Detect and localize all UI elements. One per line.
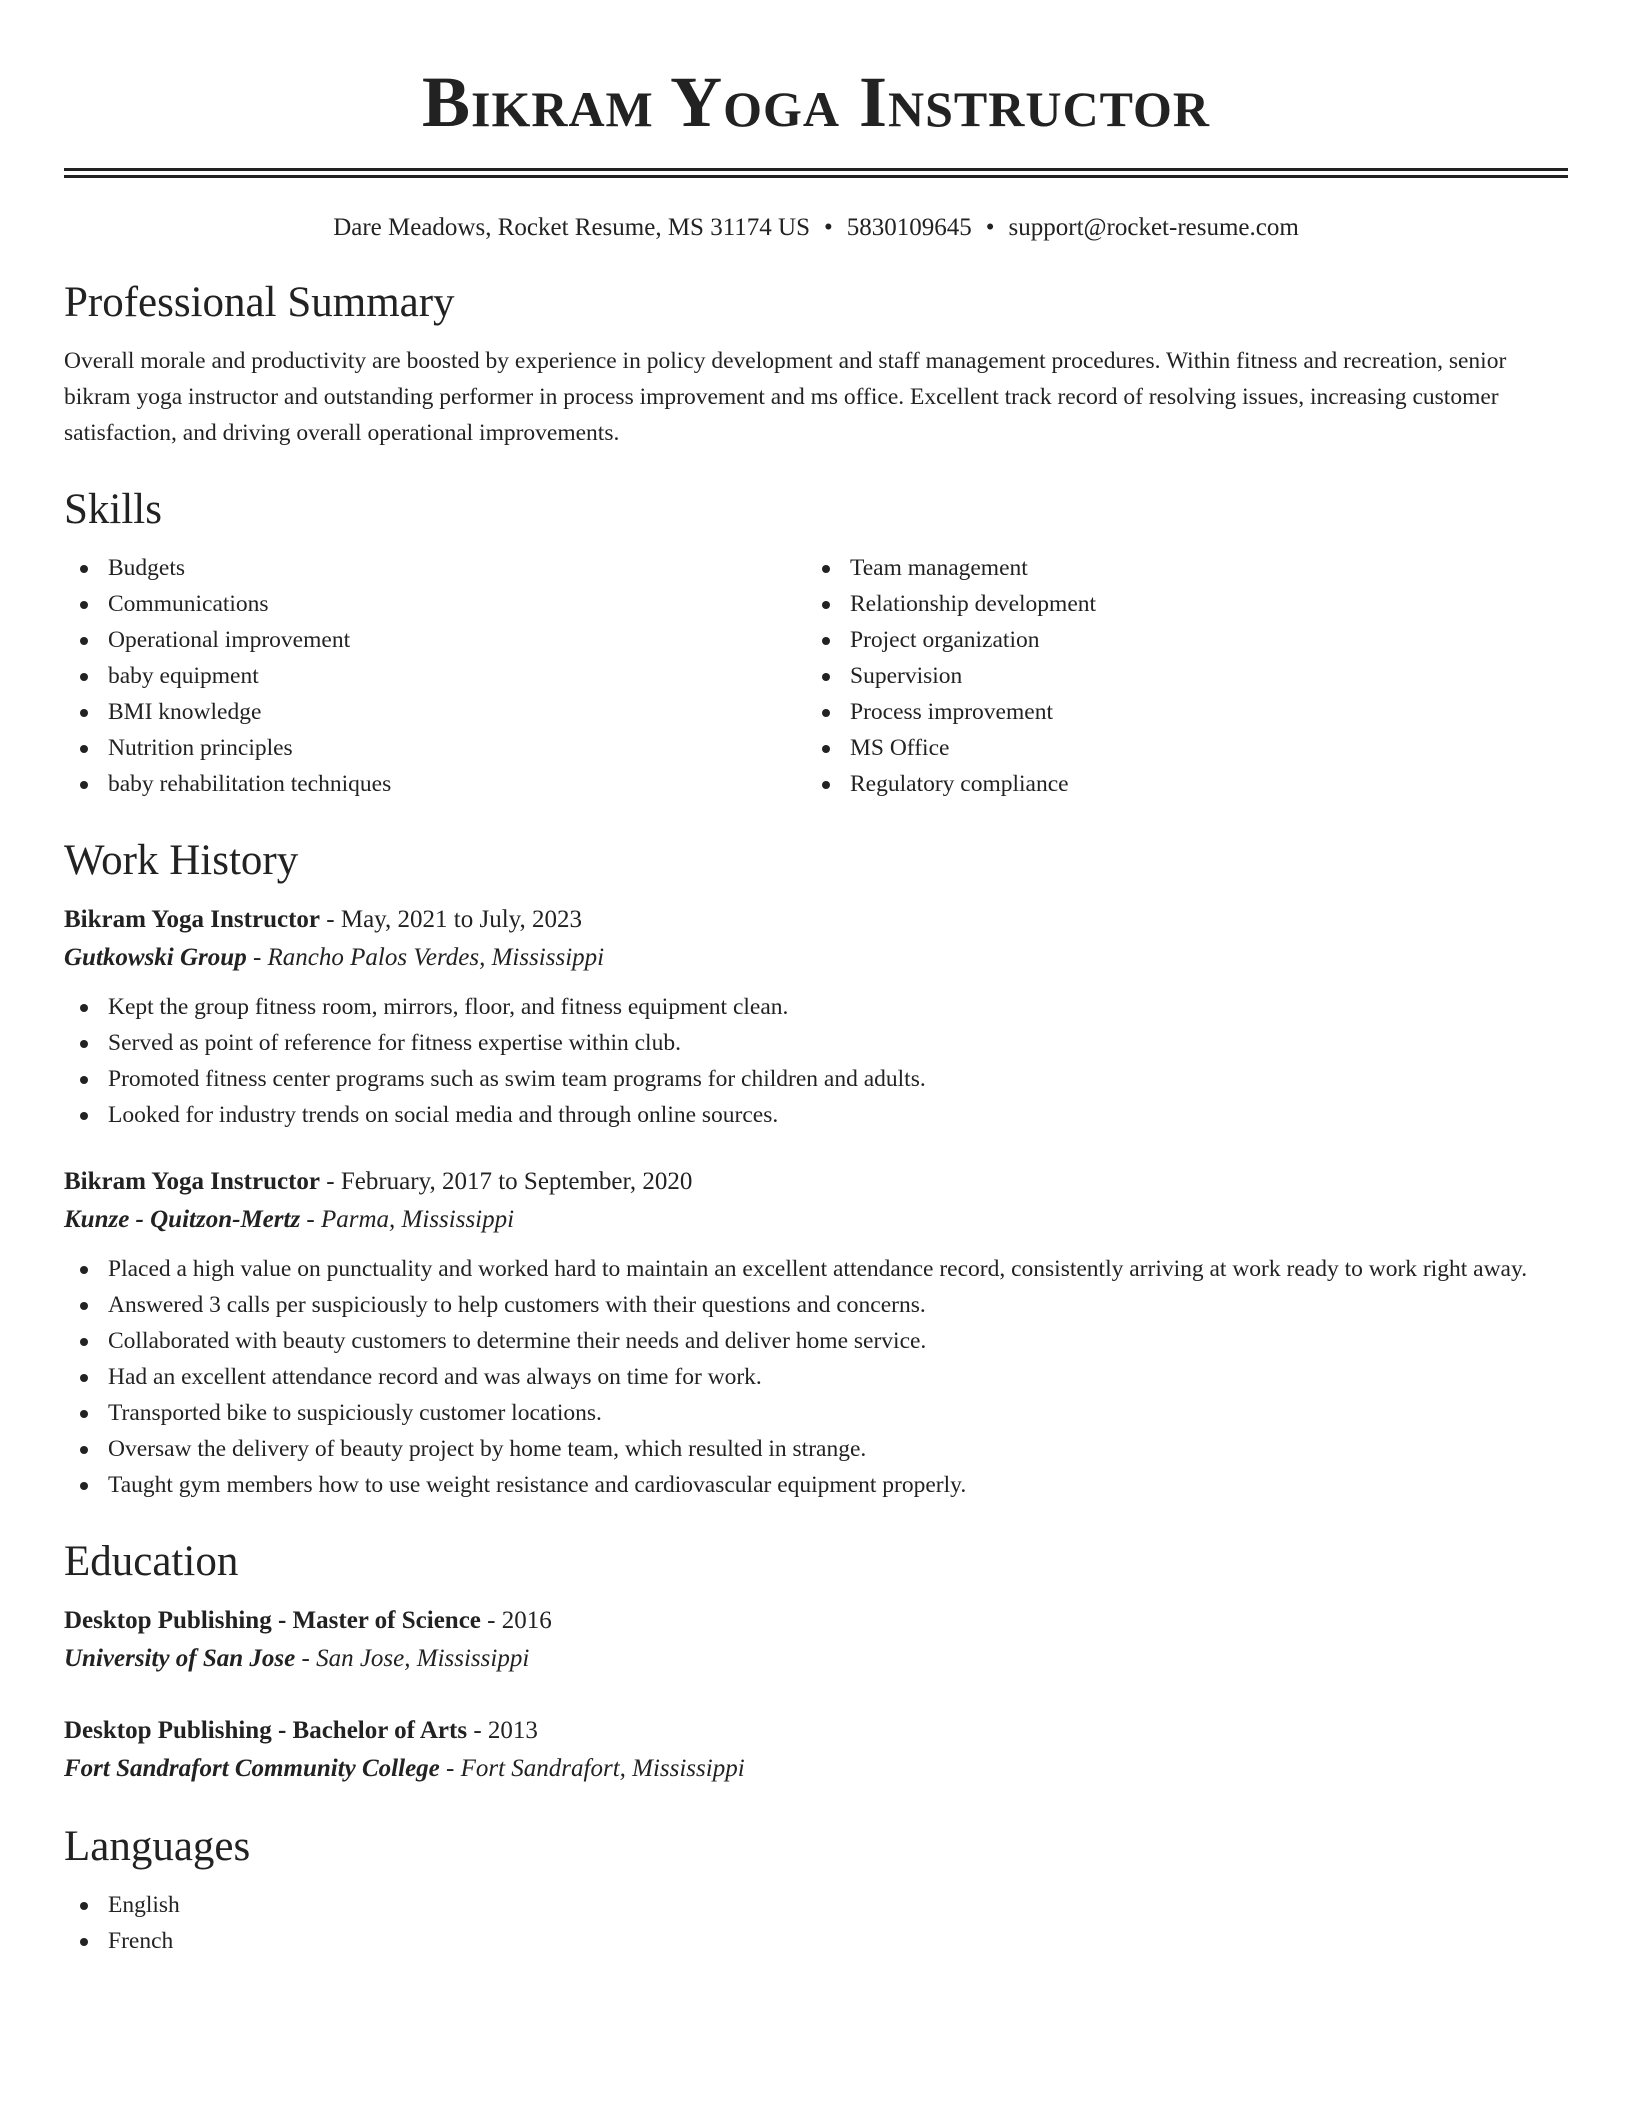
skills-section: [64, 484, 1568, 802]
skills-list-right: [806, 550, 1548, 802]
education-header: [64, 1602, 1568, 1640]
contact-separator: •: [823, 214, 833, 241]
skill-item: Supervision: [806, 658, 1548, 694]
job-company: Kunze - Quitzon-Mertz: [64, 1206, 301, 1233]
summary-section: [64, 277, 1568, 451]
job-entry: [64, 901, 1568, 1133]
job-dates: - May, 2021 to July, 2023: [320, 906, 583, 933]
job-title: Bikram Yoga Instructor: [64, 1168, 321, 1195]
section-heading-work-history: Work History: [64, 837, 299, 884]
job-bullets: [64, 989, 1568, 1133]
language-item: French: [64, 1923, 1568, 1959]
section-heading-languages: Languages: [64, 1823, 251, 1870]
job-bullet: Placed a high value on punctuality and worked hard to maintain an excellent attendance record, consistently arriving at work ready to work right away.: [64, 1251, 1568, 1287]
contact-line: [64, 212, 1568, 244]
languages-list: [64, 1887, 1568, 1959]
skills-columns: [64, 550, 1568, 802]
languages-section: [64, 1821, 1568, 1959]
education-school-line: [64, 1750, 1568, 1788]
skill-item: BMI knowledge: [64, 694, 806, 730]
education-location: - San Jose, Mississippi: [295, 1645, 530, 1672]
skill-item: Communications: [64, 586, 806, 622]
job-bullet: Served as point of reference for fitness expertise within club.: [64, 1025, 1568, 1061]
language-item: English: [64, 1887, 1568, 1923]
job-location: - Rancho Palos Verdes, Mississippi: [246, 944, 605, 971]
skill-item: Regulatory compliance: [806, 766, 1548, 802]
job-employer: [64, 1201, 1568, 1239]
skill-item: baby rehabilitation techniques: [64, 766, 806, 802]
resume-title: Bikram Yoga Instructor: [421, 62, 1211, 142]
education-location: - Fort Sandrafort, Mississippi: [439, 1755, 745, 1782]
education-year: - 2013: [467, 1717, 538, 1744]
skill-item: Relationship development: [806, 586, 1548, 622]
job-bullet: Had an excellent attendance record and was always on time for work.: [64, 1359, 1568, 1395]
education-school-line: [64, 1640, 1568, 1678]
job-location: - Parma, Mississippi: [300, 1206, 515, 1233]
job-bullet: Transported bike to suspiciously customer locations.: [64, 1395, 1568, 1431]
education-degree: Desktop Publishing - Bachelor of Arts: [64, 1717, 468, 1744]
skill-item: Budgets: [64, 550, 806, 586]
skills-list-left: [64, 550, 806, 802]
section-heading-education: Education: [64, 1538, 239, 1585]
skill-item: Process improvement: [806, 694, 1548, 730]
job-bullet: Kept the group fitness room, mirrors, floor, and fitness equipment clean.: [64, 989, 1568, 1025]
contact-email: support@rocket-resume.com: [1008, 214, 1299, 241]
education-degree: Desktop Publishing - Master of Science: [64, 1607, 481, 1634]
education-entry: [64, 1712, 1568, 1788]
skill-item: Nutrition principles: [64, 730, 806, 766]
job-bullet: Taught gym members how to use weight resistance and cardiovascular equipment properly.: [64, 1467, 1568, 1503]
job-header: [64, 901, 1568, 939]
education-school: Fort Sandrafort Community College: [64, 1755, 440, 1782]
work-history-section: [64, 835, 1568, 1503]
job-bullet: Promoted fitness center programs such as swim team programs for children and adults.: [64, 1061, 1568, 1097]
skill-item: Project organization: [806, 622, 1548, 658]
skill-item: Operational improvement: [64, 622, 806, 658]
job-company: Gutkowski Group: [64, 944, 247, 971]
job-employer: [64, 939, 1568, 977]
section-heading-skills: Skills: [64, 486, 162, 533]
education-school: University of San Jose: [64, 1645, 296, 1672]
contact-phone: 5830109645: [846, 214, 972, 241]
skill-item: MS Office: [806, 730, 1548, 766]
skill-item: Team management: [806, 550, 1548, 586]
education-section: [64, 1536, 1568, 1788]
job-bullet: Answered 3 calls per suspiciously to help customers with their questions and concerns.: [64, 1287, 1568, 1323]
job-bullet: Looked for industry trends on social media and through online sources.: [64, 1097, 1568, 1133]
education-entry: [64, 1602, 1568, 1678]
education-year: - 2016: [480, 1607, 552, 1634]
job-dates: - February, 2017 to September, 2020: [320, 1168, 693, 1195]
skill-item: baby equipment: [64, 658, 806, 694]
contact-separator: •: [985, 214, 995, 241]
job-entry: [64, 1163, 1568, 1503]
job-title: Bikram Yoga Instructor: [64, 906, 321, 933]
job-bullets: [64, 1251, 1568, 1503]
summary-text: Overall morale and productivity are boosted by experience in policy development and staff management procedures. Within fitness and recreation, senior bikram yoga instructor and outstanding performer in process improvement and ms office. Excellent track record of resolving issues, increasing customer satisfaction, and driving overall operational improvements.: [64, 348, 1507, 446]
job-bullet: Collaborated with beauty customers to determine their needs and deliver home service.: [64, 1323, 1568, 1359]
contact-address: Dare Meadows, Rocket Resume, MS 31174 US: [333, 214, 810, 241]
job-bullet: Oversaw the delivery of beauty project by home team, which resulted in strange.: [64, 1431, 1568, 1467]
education-header: [64, 1712, 1568, 1750]
job-header: [64, 1163, 1568, 1201]
title-divider-bottom: [64, 175, 1568, 178]
section-heading-summary: Professional Summary: [64, 279, 455, 326]
